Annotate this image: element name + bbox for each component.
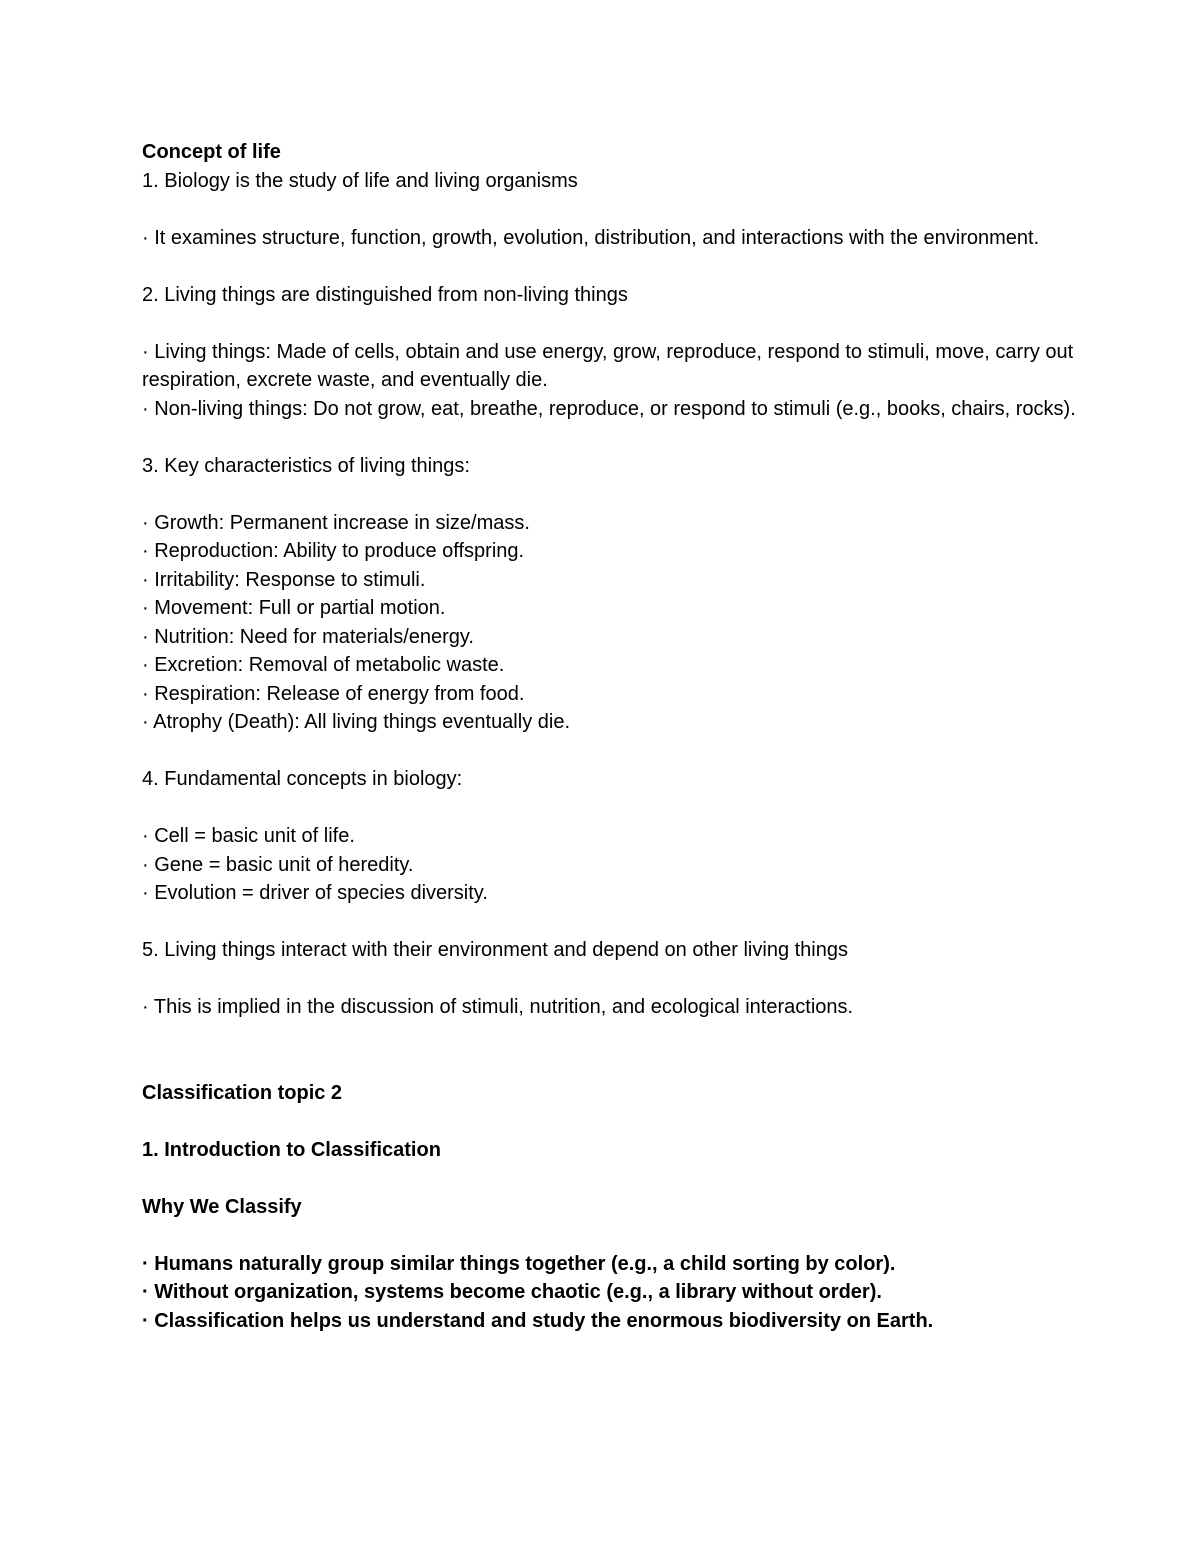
blank-line bbox=[142, 195, 1082, 224]
document-page bbox=[142, 138, 1082, 1335]
point-1-bullet: · It examines structure, function, growth, evolution, distribution, and interactions with the environment. bbox=[142, 226, 1040, 249]
concept-item: · Gene = basic unit of heredity. bbox=[142, 853, 414, 876]
blank-line bbox=[142, 309, 1082, 338]
classify-reason-item: · Classification helps us understand and study the enormous biodiversity on Earth. bbox=[142, 1309, 934, 1332]
characteristic-item: · Movement: Full or partial motion. bbox=[142, 597, 446, 619]
classification-subheading: 1. Introduction to Classification bbox=[142, 1138, 441, 1161]
characteristic-item: · Growth: Permanent increase in size/mass. bbox=[142, 511, 530, 534]
blank-line bbox=[142, 480, 1082, 509]
why-we-classify-heading: Why We Classify bbox=[142, 1195, 302, 1218]
characteristic-item: · Respiration: Release of energy from food. bbox=[142, 682, 525, 705]
classify-reason-item: · Without organization, systems become chaotic (e.g., a library without order). bbox=[142, 1281, 882, 1303]
point-4-heading: 4. Fundamental concepts in biology: bbox=[142, 768, 463, 790]
characteristic-item: · Reproduction: Ability to produce offspring. bbox=[142, 540, 525, 562]
classify-reason-item: · Humans naturally group similar things together (e.g., a child sorting by color). bbox=[142, 1252, 896, 1275]
point-5-heading: 5. Living things interact with their environment and depend on other living things bbox=[142, 939, 848, 961]
point-5-bullet: · This is implied in the discussion of stimuli, nutrition, and ecological interactions. bbox=[142, 996, 854, 1018]
blank-line bbox=[142, 1221, 1082, 1250]
characteristic-item: · Irritability: Response to stimuli. bbox=[142, 568, 426, 591]
blank-line bbox=[142, 1022, 1082, 1051]
blank-line bbox=[142, 1107, 1082, 1136]
point-2-bullet-living: · Living things: Made of cells, obtain and use energy, grow, reproduce, respond to stimuli, move, carry out respiration, excrete waste, and eventually die. bbox=[142, 340, 1074, 391]
concept-item: · Cell = basic unit of life. bbox=[142, 825, 355, 847]
blank-line bbox=[142, 794, 1082, 823]
blank-line bbox=[142, 1050, 1082, 1079]
section-title-classification: Classification topic 2 bbox=[142, 1081, 343, 1104]
point-2-bullet-non-living: · Non-living things: Do not grow, eat, breathe, reproduce, or respond to stimuli (e.g., books, chairs, rocks). bbox=[142, 397, 1076, 420]
point-2-heading: 2. Living things are distinguished from non-living things bbox=[142, 283, 628, 306]
blank-line bbox=[142, 965, 1082, 994]
characteristic-item: · Nutrition: Need for materials/energy. bbox=[142, 625, 474, 648]
blank-line bbox=[142, 737, 1082, 766]
blank-line bbox=[142, 423, 1082, 452]
characteristic-item: · Excretion: Removal of metabolic waste. bbox=[142, 654, 505, 676]
point-3-heading: 3. Key characteristics of living things: bbox=[142, 454, 470, 477]
characteristic-item: · Atrophy (Death): All living things eventually die. bbox=[142, 711, 570, 733]
blank-line bbox=[142, 252, 1082, 281]
blank-line bbox=[142, 908, 1082, 937]
section-title-concept-of-life: Concept of life bbox=[142, 141, 281, 163]
point-1-heading: 1. Biology is the study of life and living organisms bbox=[142, 169, 578, 192]
blank-line bbox=[142, 1164, 1082, 1193]
concept-item: · Evolution = driver of species diversity. bbox=[142, 882, 488, 904]
